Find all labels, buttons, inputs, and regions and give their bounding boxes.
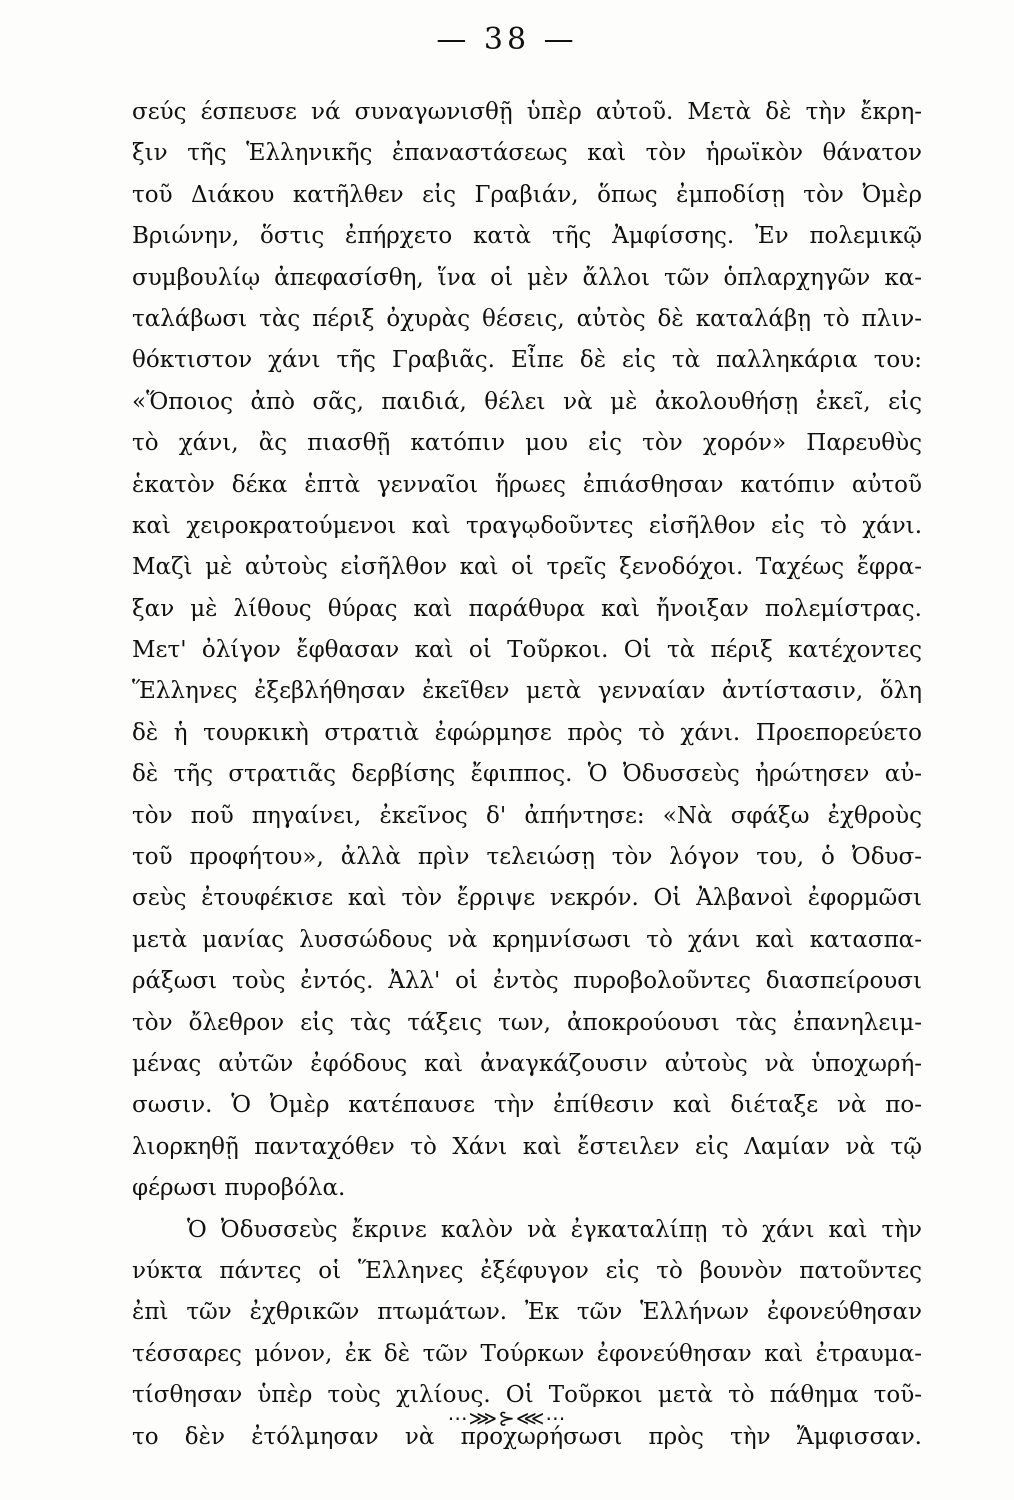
text-line: τὸν ποῦ πηγαίνει, ἐκεῖνος δ' ἀπήντησε: «Νὰ σφάξω ἐχθροὺς [132, 802, 922, 829]
text-line: Βριώνην, ὅστις ἐπήρχετο κατὰ τῆς Ἀμφίσσης. Ἐν πολεμικῷ [132, 223, 922, 250]
text-line: «Ὅποιος ἀπὸ σᾶς, παιδιά, θέλει νὰ μὲ ἀκολουθήσῃ ἐκεῖ, εἰς [132, 388, 922, 415]
text-line: ταλάβωσι τὰς πέριξ ὀχυρὰς θέσεις, αὐτὸς δὲ καταλάβῃ τὸ πλιν- [132, 305, 922, 332]
text-line: Μετ' ὀλίγον ἔφθασαν καὶ οἱ Τοῦρκοι. Οἱ τὰ πέριξ κατέχοντες [132, 637, 922, 664]
text-line: μένας αὐτῶν ἐφόδους καὶ ἀναγκάζουσιν αὐτοὺς νὰ ὑποχωρή- [132, 1050, 922, 1077]
text-line: φέρωσι πυροβόλα. [132, 1175, 346, 1202]
text-line: τὸ χάνι, ἂς πιασθῇ κατόπιν μου εἰς τὸν χορόν» Παρευθὺς [132, 430, 922, 457]
text-line: θόκτιστον χάνι τῆς Γραβιᾶς. Εἶπε δὲ εἰς τὰ παλληκάρια του: [132, 347, 922, 374]
text-line: Ἕλληνες ἐξεβλήθησαν ἐκεῖθεν μετὰ γενναίαν ἀντίστασιν, ὅλη [132, 678, 922, 705]
text-line: τὸν ὄλεθρον εἰς τὰς τάξεις των, ἀποκρούουσι τὰς ἐπανηλειμ- [132, 1009, 922, 1036]
text-line: τίσθησαν ὑπὲρ τοὺς χιλίους. Οἱ Τοῦρκοι μετὰ τὸ πάθημα τοῦ- [132, 1382, 922, 1409]
text-line: τέσσαρες μόνον, ἐκ δὲ τῶν Τούρκων ἐφονεύθησαν καὶ ἐτραυμα- [132, 1340, 922, 1367]
text-line: τοῦ προφήτου», ἀλλὰ πρὶν τελειώσῃ τὸν λόγον του, ὁ Ὀδυσ- [132, 844, 922, 871]
text-line: συμβουλίῳ ἀπεφασίσθη, ἵνα οἱ μὲν ἄλλοι τῶν ὁπλαρχηγῶν κα- [132, 264, 922, 291]
text-line: λιορκηθῇ πανταχόθεν τὸ Χάνι καὶ ἔστειλεν εἰς Λαμίαν νὰ τῷ [132, 1133, 922, 1160]
text-line: μετὰ μανίας λυσσώδους νὰ κρημνίσωσι τὸ χάνι καὶ κατασπα- [132, 926, 922, 953]
text-line: νύκτα πάντες οἱ Ἕλληνες ἐξέφυγον εἰς τὸ βουνὸν πατοῦντες [132, 1257, 922, 1284]
text-line: Ὁ Ὀδυσσεὺς ἔκρινε καλὸν νὰ ἐγκαταλίπῃ τὸ χάνι καὶ τὴν [187, 1216, 922, 1243]
text-line: σεὺς ἐτουφέκισε καὶ τὸν ἔρριψε νεκρόν. Οἱ Ἀλβανοὶ ἐφορμῶσι [132, 885, 922, 912]
text-line: καὶ χειροκρατούμενοι καὶ τραγῳδοῦντες εἰσῆλθον εἰς τὸ χάνι. [132, 512, 922, 539]
text-line: ξιν τῆς Ἑλληνικῆς ἐπαναστάσεως καὶ τὸν ἡρωϊκὸν θάνατον [132, 140, 922, 167]
text-line: το δὲν ἐτόλμησαν νὰ προχωρήσωσι πρὸς τὴν Ἄμφισσαν. [132, 1423, 922, 1450]
text-line: ξαν μὲ λίθους θύρας καὶ παράθυρα καὶ ἤνοιξαν πολεμίστρας. [132, 595, 922, 622]
text-line: ἐπὶ τῶν ἐχθρικῶν πτωμάτων. Ἐκ τῶν Ἑλλήνων ἐφονεύθησαν [132, 1299, 922, 1326]
text-line: Μαζὶ μὲ αὐτοὺς εἰσῆλθον καὶ οἱ τρεῖς ξενοδόχοι. Ταχέως ἔφρα- [132, 554, 922, 581]
text-line: ράξωσι τοὺς ἐντός. Ἀλλ' οἱ ἐντὸς πυροβολοῦντες διασπείρουσι [132, 968, 922, 995]
body-text [132, 92, 922, 1458]
text-line: δὲ τῆς στρατιᾶς δερβίσης ἔφιππος. Ὁ Ὀδυσσεὺς ἠρώτησεν αὐ- [132, 761, 922, 788]
text-line: σεύς έσπευσε νά συναγωνισθῇ ὑπὲρ αὐτοῦ. Μετὰ δὲ τὴν ἔκρη- [132, 99, 922, 125]
text-line: δὲ ἡ τουρκικὴ στρατιὰ ἐφώρμησε πρὸς τὸ χάνι. Προεπορεύετο [132, 719, 922, 746]
text-line: τοῦ Διάκου κατῆλθεν εἰς Γραβιάν, ὅπως ἐμποδίσῃ τὸν Ὀμὲρ [132, 181, 922, 208]
text-line: σωσιν. Ὁ Ὀμὲρ κατέπαυσε τὴν ἐπίθεσιν καὶ διέταξε νὰ πο- [132, 1092, 922, 1119]
page-number: — 38 — [436, 22, 578, 57]
end-ornament: ⋯⋙⊱⋘⋯ [447, 1406, 567, 1430]
paragraph-1 [132, 92, 922, 1210]
text-line: ἑκατὸν δέκα ἑπτὰ γενναῖοι ἥρωες ἐπιάσθησαν κατόπιν αὐτοῦ [132, 471, 922, 498]
